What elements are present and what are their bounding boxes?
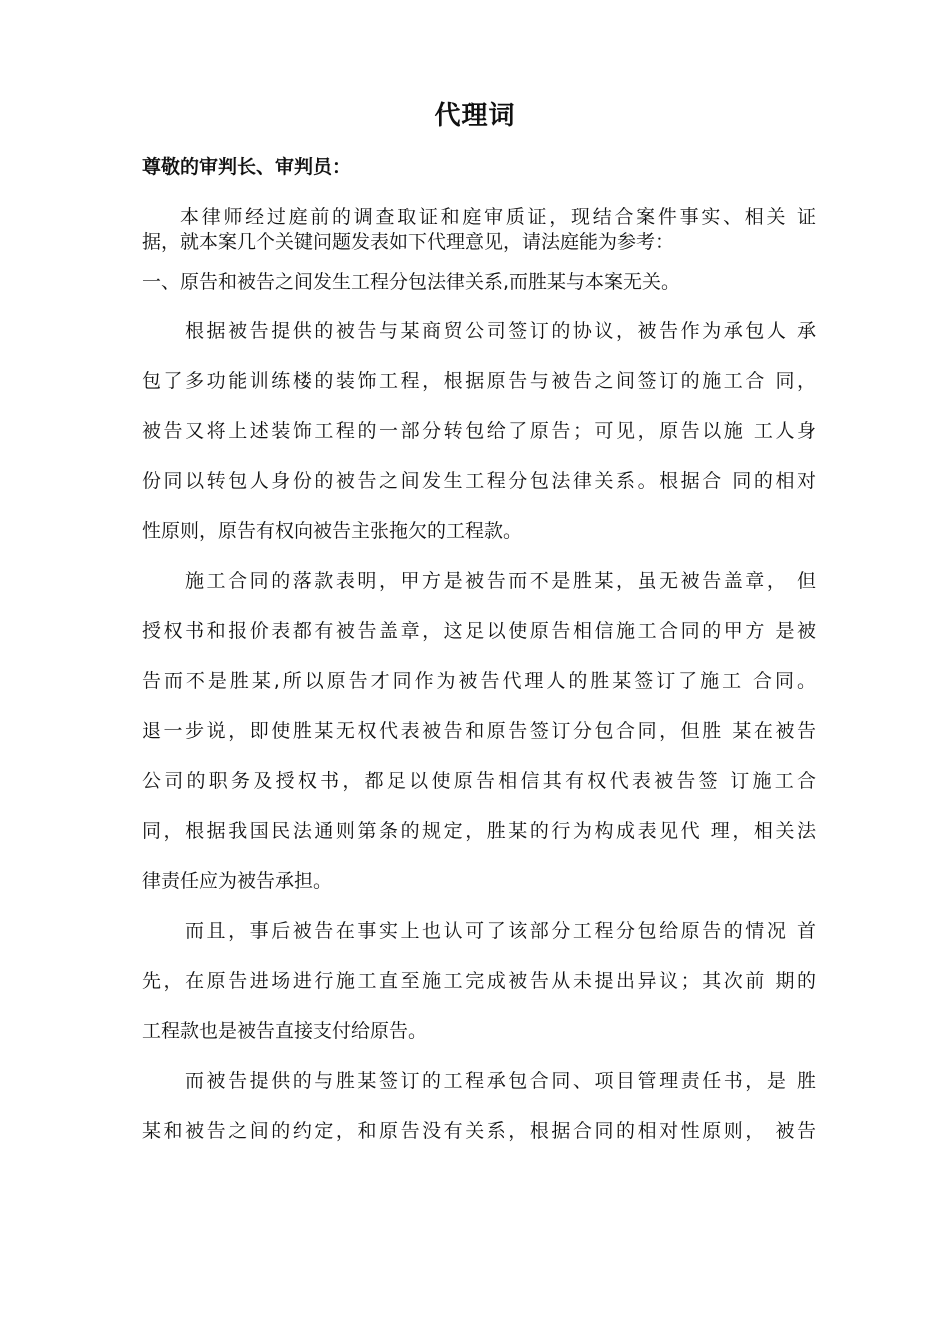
paragraph-line: 律责任应为被告承担。 xyxy=(142,870,333,892)
document-title: 代理词 xyxy=(434,101,516,131)
paragraph-line: 而且，事后被告在事实上也认可了该部分工程分包给原告的情况 首 xyxy=(185,920,816,942)
section-heading: 一、原告和被告之间发生工程分包法律关系,而胜某与本案无关。 xyxy=(142,271,681,293)
paragraph-line: 施工合同的落款表明，甲方是被告而不是胜某，虽无被告盖章， 但 xyxy=(185,570,816,592)
paragraph-line: 公司的职务及授权书，都足以使原告相信其有权代表被告签 订施工合 xyxy=(142,770,816,792)
paragraph-line: 而被告提供的与胜某签订的工程承包合同、项目管理责任书，是 胜 xyxy=(185,1070,816,1092)
paragraph-line: 包了多功能训练楼的装饰工程，根据原告与被告之间签订的施工合 同， xyxy=(142,370,816,392)
salutation: 尊敬的审判长、审判员： xyxy=(142,156,352,178)
paragraph-line: 性原则，原告有权向被告主张拖欠的工程款。 xyxy=(142,520,523,542)
paragraph-line: 同，根据我国民法通则第条的规定，胜某的行为构成表见代 理，相关法 xyxy=(142,820,816,842)
paragraph-line: 份同以转包人身份的被告之间发生工程分包法律关系。根据合 同的相对 xyxy=(142,470,816,492)
paragraph-line: 授权书和报价表都有被告盖章，这足以使原告相信施工合同的甲方 是被 xyxy=(142,620,816,642)
paragraph-line: 告而不是胜某,所以原告才同作为被告代理人的胜某签订了施工 合同。 xyxy=(142,670,816,692)
paragraph-line: 先，在原告进场进行施工直至施工完成被告从未提出异议；其次前 期的 xyxy=(142,970,816,992)
paragraph-line: 被告又将上述装饰工程的一部分转包给了原告；可见，原告以施 工人身 xyxy=(142,420,816,442)
paragraph-line: 某和被告之间的约定，和原告没有关系，根据合同的相对性原则， 被告 xyxy=(142,1120,816,1142)
intro-line: 本律师经过庭前的调查取证和庭审质证，现结合案件事实、相关 证 xyxy=(180,206,816,228)
paragraph-line: 退一步说，即使胜某无权代表被告和原告签订分包合同，但胜 某在被告 xyxy=(142,720,816,742)
paragraph-line: 根据被告提供的被告与某商贸公司签订的协议，被告作为承包人 承 xyxy=(185,320,816,342)
paragraph-line: 工程款也是被告直接支付给原告。 xyxy=(142,1020,428,1042)
intro-line: 据，就本案几个关键问题发表如下代理意见，请法庭能为参考： xyxy=(142,231,675,253)
